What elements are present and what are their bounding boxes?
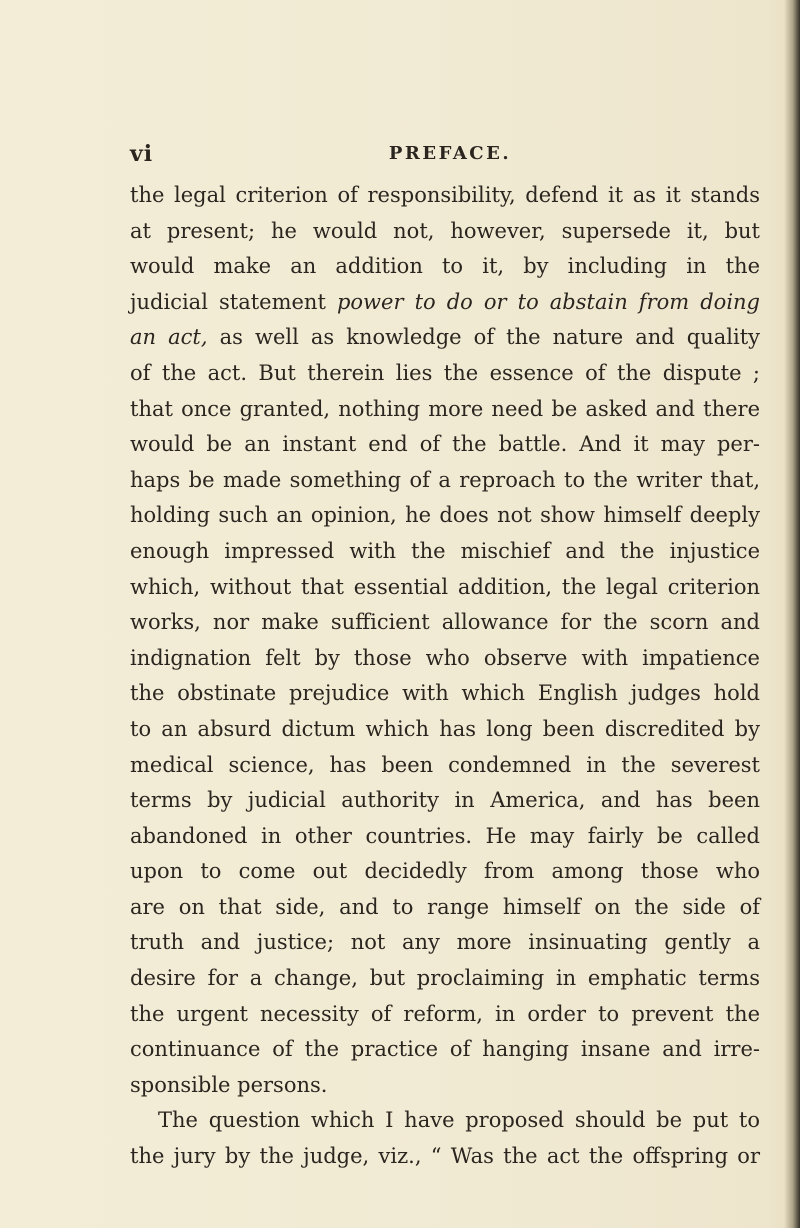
text-line: the urgent necessity of reform, in order to prevent the <box>130 1001 760 1026</box>
text-line: of the act. But therein lies the essence of the dispute ; <box>130 360 760 385</box>
text-line: at present; he would not, however, supersede it, but <box>130 218 760 243</box>
text-line <box>130 320 760 356</box>
text-line: abandoned in other countries. He may fairly be called <box>130 823 760 848</box>
page-edge-shadow <box>784 0 800 1228</box>
text-line: desire for a change, but proclaiming in emphatic terms <box>130 966 760 991</box>
text-line <box>130 285 760 321</box>
text-line: that once granted, nothing more need be asked and there <box>130 396 760 421</box>
text-line: which, without that essential addition, the legal criterion <box>130 574 760 599</box>
text-line: the legal criterion of responsibility, defend it as it stands <box>130 183 760 207</box>
text-line: are on that side, and to range himself on the side of <box>130 894 760 919</box>
text-line: medical science, has been condemned in the severest <box>130 752 760 777</box>
page-number: vi <box>130 141 154 167</box>
text-run: as well as knowledge of the nature and quality <box>207 325 760 350</box>
text-line: indignation felt by those who observe with impatience <box>130 645 760 670</box>
body-text <box>130 178 760 1175</box>
text-line: upon to come out decidedly from among those who <box>130 859 760 884</box>
text-line: holding such an opinion, he does not show himself deeply <box>130 503 760 528</box>
text-line: the jury by the judge, viz., “ Was the act the offspring or <box>130 1144 760 1169</box>
text-line: haps be made something of a reproach to the writer that, <box>130 467 760 492</box>
text-run: judicial statement <box>130 289 337 314</box>
text-line: to an absurd dictum which has long been discredited by <box>130 716 760 741</box>
text-line: terms by judicial authority in America, and has been <box>130 788 760 813</box>
page-header <box>130 141 760 169</box>
text-line: The question which I have proposed should be put to <box>158 1108 760 1133</box>
text-line: works, nor make sufficient allowance for the scorn and <box>130 610 760 635</box>
text-line: continuance of the practice of hanging insane and irre- <box>130 1037 760 1062</box>
italic-phrase: an act, <box>130 325 208 350</box>
text-line: sponsible persons. <box>130 1072 328 1097</box>
text-line: enough impressed with the mischief and the injustice <box>130 538 760 563</box>
text-line: the obstinate prejudice with which English judges hold <box>130 681 760 706</box>
running-head: PREFACE. <box>388 143 512 164</box>
text-line: would make an addition to it, by including in the <box>130 254 760 279</box>
text-line: would be an instant end of the battle. And it may per- <box>130 432 760 457</box>
italic-phrase: power to do or to abstain from doing <box>336 289 761 314</box>
text-line: truth and justice; not any more insinuating gently a <box>130 930 760 955</box>
